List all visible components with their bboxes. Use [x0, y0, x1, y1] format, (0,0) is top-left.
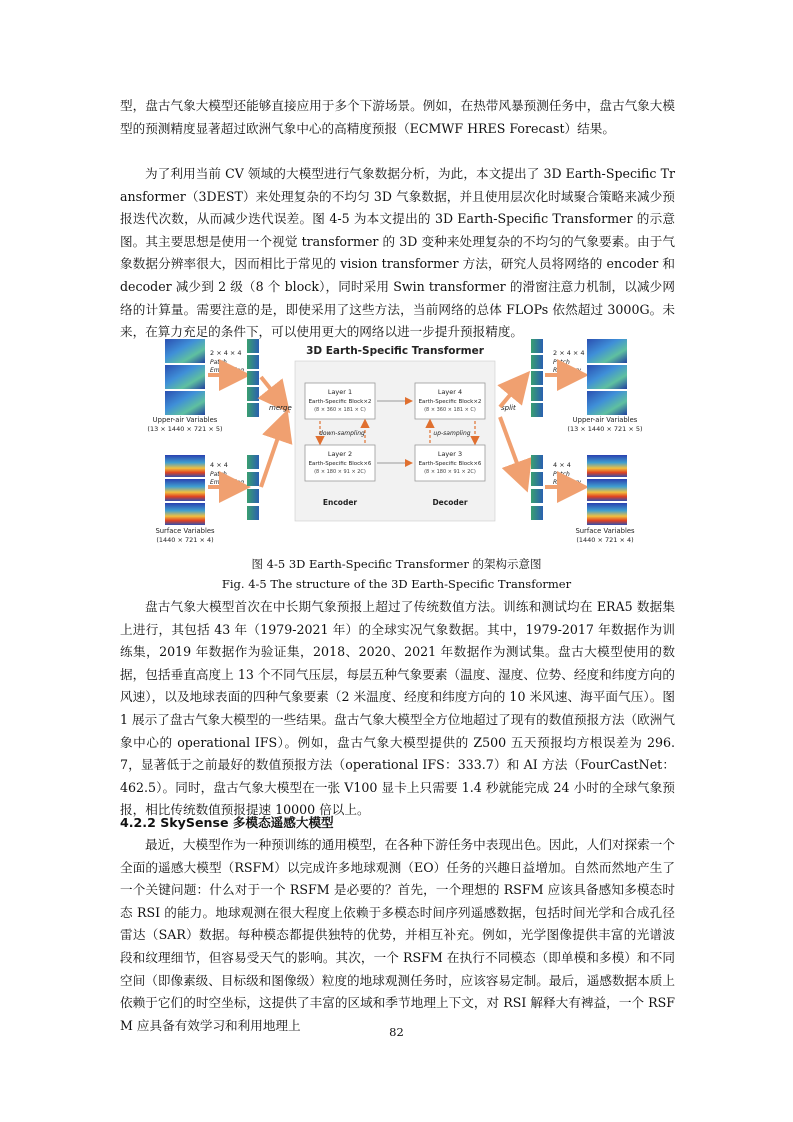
- section-heading: 4.2.2 SkySense 多模态遥感大模型: [120, 815, 334, 830]
- patch-recovery-label-2b: Recovery: [553, 479, 582, 486]
- upper-air-dims-left: (13 × 1440 × 721 × 5): [147, 425, 223, 433]
- figure-caption-cn: 图 4-5 3D Earth-Specific Transformer 的架构示意图: [251, 557, 542, 571]
- layer1-dims: (8 × 360 × 181 × C): [314, 407, 366, 413]
- upper-token-stack-left: [247, 339, 259, 417]
- patch-embedding-label-1a: Patch: [210, 359, 227, 366]
- up-sampling-label: up-sampling: [433, 430, 471, 437]
- decoder-label: Decoder: [432, 498, 468, 507]
- patch-recovery-label-1b: Recovery: [553, 367, 582, 374]
- layer4-label: Layer 4: [437, 388, 463, 396]
- figure-caption-en: Fig. 4-5 The structure of the 3D Earth-Specific Transformer: [221, 577, 572, 591]
- surface-label-right: Surface Variables: [575, 527, 635, 535]
- upper-token-stack-right: [531, 339, 543, 417]
- surface-token-stack-left: [247, 455, 259, 520]
- patch-recovery-label-2a: Patch: [553, 471, 570, 478]
- surface-token-stack-right: [531, 455, 543, 520]
- layer2-label: Layer 2: [327, 450, 353, 458]
- layer2-dims: (8 × 180 × 91 × 2C): [314, 469, 366, 475]
- upper-patch-size-right: 2 × 4 × 4: [553, 349, 585, 357]
- figure-3dest-architecture: [145, 337, 645, 549]
- patch-embedding-label-2b: Embedding: [210, 479, 245, 486]
- layer2-block: Earth-Specific Block×6: [308, 461, 372, 467]
- surface-input-maps: [165, 455, 205, 525]
- layer4-dims: (8 × 360 × 181 × C): [424, 407, 476, 413]
- upper-air-input-maps: [165, 339, 205, 415]
- patch-embedding-label-1b: Embedding: [210, 367, 245, 374]
- patch-recovery-label-1a: Patch: [553, 359, 570, 366]
- paragraph-3dest: 为了利用当前 CV 领域的大模型进行气象数据分析，为此，本文提出了 3D Earth-Specific Transformer（3DEST）来处理复杂的不均匀 3D 气象数据，并且使用层次化时域聚合策略来减少预报迭代次数，从而减少迭代误差。图 4-5 为本文提出的 3D Earth-Specific Transformer 的示意图。其主要思想是使用一个视觉 transformer 的 3D 变种来处理复杂的不均匀的气象要素。由于气象数据分辨率很大，因而相比于常见的 vision transformer 方法，研究人员将网络的 encoder 和 decoder 减少到 2 级（8 个 block），同时采用 Swin transformer 的滑窗注意力机制，以减少网络的计算量。需要注意的是，即使采用了这些方法，当前网络的总体 FLOPs 依然超过 3000G。未来，在算力充足的条件下，可以使用更大的网络以进一步提升预报精度。: [120, 166, 675, 340]
- paragraph-skysense: 最近，大模型作为一种预训练的通用模型，在各种下游任务中表现出色。因此，人们对探索一个全面的遥感大模型（RSFM）以完成许多地球观测（EO）任务的兴趣日益增加。自然而然地产生了一个关键问题：什么对于一个 RSFM 是必要的？首先，一个理想的 RSFM 应该具备感知多模态时态 RSI 的能力。地球观测在很大程度上依赖于多模态时间序列遥感数据，包括时间光学和合成孔径雷达（SAR）数据。每种模态都提供独特的优势，并相互补充。例如，光学图像提供丰富的光谱波段和纹理细节，但容易受天气的影响。其次，一个 RSFM 在执行不同模态（即单模和多模）和不同空间（即像素级、目标级和图像级）粒度的地球观测任务时，应该容易定制。最后，遥感数据本质上依赖于它们的时空坐标，这提供了丰富的区域和季节地理上下文，对 RSI 解释大有裨益，一个 RSFM 应具备有效学习和利用地理上: [120, 837, 675, 1033]
- upper-air-output-maps: [587, 339, 627, 415]
- upper-air-dims-right: (13 × 1440 × 721 × 5): [567, 425, 643, 433]
- layer1-label: Layer 1: [327, 388, 353, 396]
- figure-title: 3D Earth-Specific Transformer: [306, 345, 484, 357]
- merge-label: merge: [269, 404, 292, 412]
- patch-embedding-label-2a: Patch: [210, 471, 227, 478]
- encoder-label: Encoder: [322, 498, 358, 507]
- surface-label-left: Surface Variables: [155, 527, 215, 535]
- layer3-dims: (8 × 180 × 91 × 2C): [424, 469, 476, 475]
- merge-arrow-top: [261, 377, 285, 407]
- layer3-label: Layer 3: [437, 450, 463, 458]
- paragraph-pangu-intro: 型，盘古气象大模型还能够直接应用于多个下游场景。例如，在热带风暴预测任务中，盘古气象大模型的预测精度显著超过欧洲气象中心的高精度预报（ECMWF HRES Forecast）结果。: [120, 98, 675, 136]
- split-arrow-top: [500, 377, 525, 407]
- surface-patch-size-left: 4 × 4: [210, 461, 228, 469]
- surface-patch-size-right: 4 × 4: [553, 461, 571, 469]
- split-arrow-bottom: [500, 417, 525, 485]
- layer1-block: Earth-Specific Block×2: [308, 399, 372, 405]
- merge-arrow-bottom: [261, 417, 285, 487]
- surface-dims-right: (1440 × 721 × 4): [576, 536, 634, 544]
- layer4-block: Earth-Specific Block×2: [418, 399, 482, 405]
- page-number: 82: [389, 1025, 404, 1039]
- surface-dims-left: (1440 × 721 × 4): [156, 536, 214, 544]
- paragraph-pangu-results: 盘古气象大模型首次在中长期气象预报上超过了传统数值方法。训练和测试均在 ERA5 数据集上进行，其包括 43 年（1979-2021 年）的全球实况气象数据。其中，1979-2017 年数据作为训练集，2019 年数据作为验证集，2018、2020、2021 年数据作为测试集。盘古大模型使用的数据，包括垂直高度上 13 个不同气压层，每层五种气象要素（温度、湿度、位势、经度和纬度方向的风速），以及地球表面的四种气象要素（2 米温度、经度和纬度方向的 10 米风速、海平面气压）。图 1 展示了盘古气象大模型的一些结果。盘古气象大模型全方位地超过了现有的数值预报方法（欧洲气象中心的 operational IFS）。例如，盘古气象大模型提供的 Z500 五天预报均方根误差为 296.7，显著低于之前最好的数值预报方法（operational IFS：333.7）和 AI 方法（FourCastNet：462.5）。同时，盘古气象大模型在一张 V100 显卡上只需要 1.4 秒就能完成 24 小时的全球气象预报，相比传统数值预报提速 10000 倍以上。: [120, 599, 675, 818]
- upper-air-label-left: Upper-air Variables: [152, 416, 218, 424]
- down-sampling-label: down-sampling: [319, 430, 365, 437]
- split-label: split: [501, 404, 516, 412]
- upper-air-label-right: Upper-air Variables: [572, 416, 638, 424]
- upper-patch-size-left: 2 × 4 × 4: [210, 349, 242, 357]
- surface-output-maps: [587, 455, 627, 525]
- layer3-block: Earth-Specific Block×6: [418, 461, 482, 467]
